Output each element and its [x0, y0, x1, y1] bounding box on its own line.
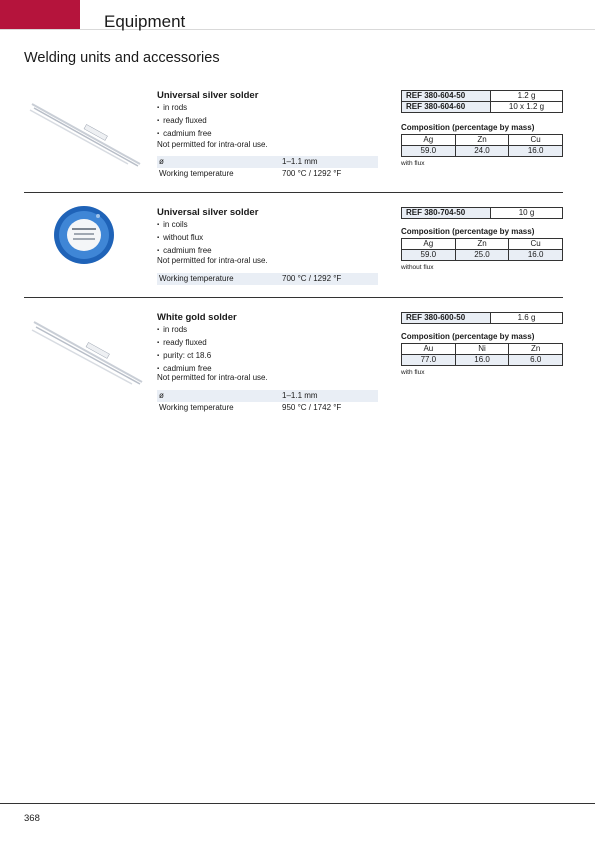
flux-note: with flux	[401, 160, 425, 167]
spec-row	[157, 156, 378, 168]
ref-row	[402, 208, 563, 219]
element-percentage: 6.0	[509, 355, 563, 366]
spec-value: 1–1.1 mm	[282, 391, 318, 400]
element-symbol: Ni	[455, 344, 509, 355]
spec-value: 700 °C / 1292 °F	[282, 274, 342, 283]
ref-quantity: 1.2 g	[491, 91, 563, 102]
usage-note: Not permitted for intra-oral use.	[157, 140, 268, 149]
spec-row	[157, 273, 378, 285]
ref-row	[402, 102, 563, 113]
feature-list	[157, 219, 212, 258]
solder-coil-image	[52, 204, 116, 266]
element-percentage: 16.0	[455, 355, 509, 366]
feature-item: ▪ cadmium free	[157, 128, 212, 141]
product-divider	[24, 192, 563, 193]
product-name: Universal silver solder	[157, 207, 259, 218]
composition-table	[401, 134, 563, 157]
composition-table	[401, 238, 563, 261]
spec-table	[157, 390, 378, 414]
spec-value: 1–1.1 mm	[282, 157, 318, 166]
flux-note: with flux	[401, 369, 425, 376]
spec-label: Working temperature	[159, 169, 234, 178]
spec-table	[157, 273, 378, 285]
product-name: White gold solder	[157, 312, 237, 323]
spec-value: 950 °C / 1742 °F	[282, 403, 342, 412]
spec-table	[157, 156, 378, 180]
spec-label: Working temperature	[159, 403, 234, 412]
spec-row	[157, 168, 378, 180]
element-percentage: 16.0	[509, 250, 563, 261]
usage-note: Not permitted for intra-oral use.	[157, 373, 268, 382]
product-divider	[24, 297, 563, 298]
ref-code: REF 380-600-50	[402, 313, 491, 324]
ref-quantity: 10 g	[491, 208, 563, 219]
flux-note: without flux	[401, 264, 434, 271]
header-rule	[0, 29, 595, 30]
element-percentage: 59.0	[402, 250, 456, 261]
ref-code: REF 380-604-60	[402, 102, 491, 113]
feature-item: ▪ purity: ct 18.6	[157, 350, 212, 363]
composition-title: Composition (percentage by mass)	[401, 227, 535, 236]
spec-label: ø	[159, 391, 164, 400]
ref-table	[401, 207, 563, 219]
spec-row	[157, 402, 378, 414]
composition-table	[401, 343, 563, 366]
feature-item: ▪ in rods	[157, 102, 212, 115]
ref-row	[402, 313, 563, 324]
feature-item: ▪ cadmium free	[157, 363, 212, 376]
spec-label: ø	[159, 157, 164, 166]
element-percentage: 24.0	[455, 146, 509, 157]
ref-row	[402, 91, 563, 102]
composition-title: Composition (percentage by mass)	[401, 123, 535, 132]
feature-item: ▪ in coils	[157, 219, 212, 232]
composition-title: Composition (percentage by mass)	[401, 332, 535, 341]
footer-rule	[0, 803, 595, 804]
ref-table	[401, 312, 563, 324]
feature-item: ▪ ready fluxed	[157, 337, 212, 350]
element-symbol: Cu	[509, 239, 563, 250]
usage-note: Not permitted for intra-oral use.	[157, 256, 268, 265]
section-title: Welding units and accessories	[24, 50, 220, 66]
feature-item: ▪ cadmium free	[157, 245, 212, 258]
ref-table	[401, 90, 563, 113]
element-symbol: Zn	[455, 239, 509, 250]
element-symbol: Au	[402, 344, 456, 355]
element-percentage: 77.0	[402, 355, 456, 366]
page-number: 368	[24, 813, 40, 824]
solder-rods-image-2	[30, 318, 148, 388]
ref-code: REF 380-704-50	[402, 208, 491, 219]
feature-item: ▪ in rods	[157, 324, 212, 337]
element-percentage: 25.0	[455, 250, 509, 261]
spec-row	[157, 390, 378, 402]
spec-label: Working temperature	[159, 274, 234, 283]
header-accent-bar	[0, 0, 80, 30]
spec-value: 700 °C / 1292 °F	[282, 169, 342, 178]
ref-quantity: 10 x 1.2 g	[491, 102, 563, 113]
ref-quantity: 1.6 g	[491, 313, 563, 324]
element-symbol: Zn	[509, 344, 563, 355]
chapter-title: Equipment	[104, 12, 186, 31]
feature-list	[157, 324, 212, 376]
feature-item: ▪ without flux	[157, 232, 212, 245]
element-symbol: Zn	[455, 135, 509, 146]
element-percentage: 16.0	[509, 146, 563, 157]
element-symbol: Ag	[402, 239, 456, 250]
feature-list	[157, 102, 212, 141]
ref-code: REF 380-604-50	[402, 91, 491, 102]
element-percentage: 59.0	[402, 146, 456, 157]
feature-item: ▪ ready fluxed	[157, 115, 212, 128]
solder-rods-image-1	[28, 100, 146, 170]
product-name: Universal silver solder	[157, 90, 259, 101]
element-symbol: Cu	[509, 135, 563, 146]
element-symbol: Ag	[402, 135, 456, 146]
